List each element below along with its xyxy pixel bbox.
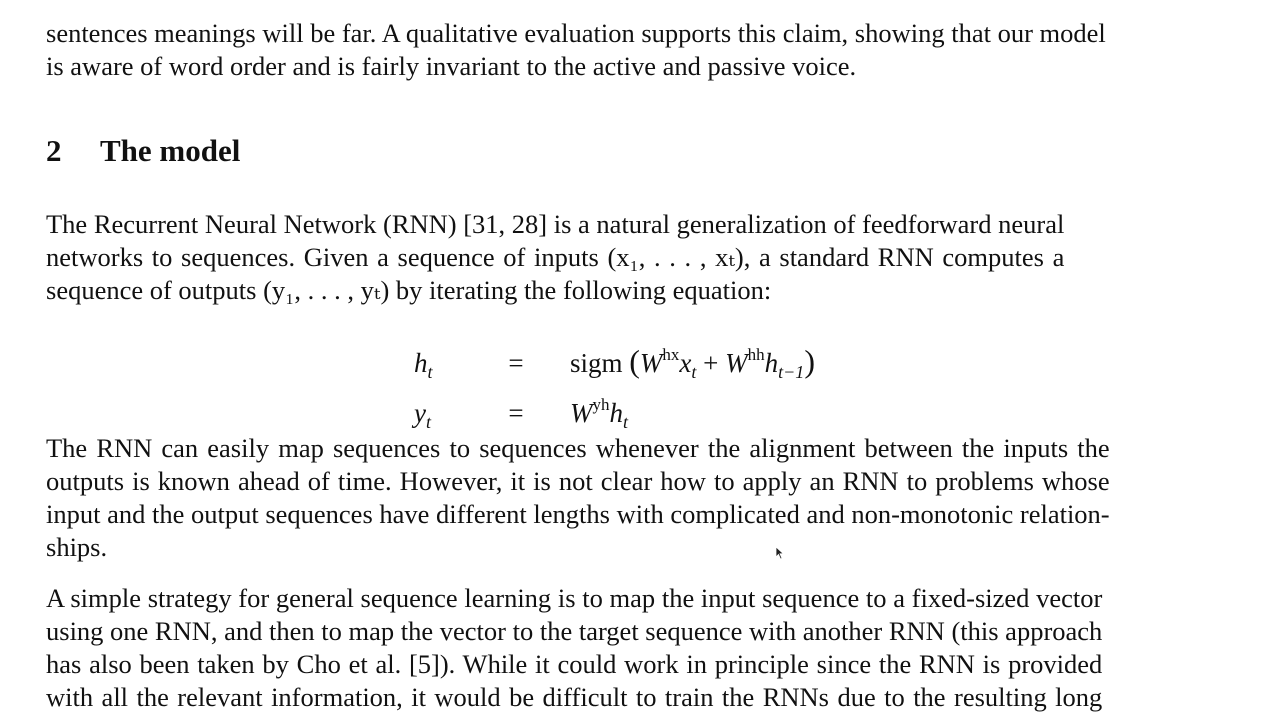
section-heading xyxy=(46,131,240,171)
intro-paragraph xyxy=(46,17,1106,83)
section-number: 2 xyxy=(46,133,62,168)
text-line: The RNN can easily map sequences to sequences whenever the alignment between the inputs the xyxy=(46,433,1110,463)
text-line: has also been taken by Cho et al. [5]). While it could work in principle since the RNN is provided xyxy=(46,649,1103,679)
text-line: is aware of word order and is fairly invariant to the active and passive voice. xyxy=(46,51,857,81)
mouse-cursor-icon xyxy=(775,546,785,560)
paragraph-rnn-intro xyxy=(46,208,1064,307)
text-line: sequence of outputs (y₁, . . . , yₜ) by iterating the following equation: xyxy=(46,275,772,305)
text-line: sentences meanings will be far. A qualitative evaluation supports this claim, showing that our model xyxy=(46,18,1106,48)
equation-rhs: $W^{yh}h_t$ xyxy=(570,395,629,432)
equation-lhs: $h_t$ xyxy=(414,348,433,382)
equation-block xyxy=(414,330,815,430)
text-line: with all the relevant information, it would be difficult to train the RNNs due to the resulting long xyxy=(46,682,1103,712)
text-line: outputs is known ahead of time. However, it is not clear how to apply an RNN to problems whose xyxy=(46,466,1110,496)
paragraph-simple-strategy xyxy=(46,582,1102,714)
text-line: using one RNN, and then to map the vector to the target sequence with another RNN (this approach xyxy=(46,616,1103,646)
equals-sign: = xyxy=(508,348,524,378)
equation-rhs: sigm $(W^{hx}x_t + W^{hh}h_{t-1})$ xyxy=(570,343,815,382)
equation-hidden-state xyxy=(414,330,815,380)
text-line: ships. xyxy=(46,532,108,562)
text-line: The Recurrent Neural Network (RNN) [31, 28] is a natural generalization of feedforward neural xyxy=(46,209,1065,239)
equation-lhs: $y_t$ xyxy=(414,398,431,432)
paragraph-rnn-limitations xyxy=(46,432,1110,564)
equals-sign: = xyxy=(508,398,524,428)
text-line: networks to sequences. Given a sequence of inputs (x₁, . . . , xₜ), a standard RNN computes a xyxy=(46,242,1065,272)
section-title: The model xyxy=(100,133,241,168)
text-line: input and the output sequences have different lengths with complicated and non-monotonic relation- xyxy=(46,499,1110,529)
text-line: A simple strategy for general sequence learning is to map the input sequence to a fixed-sized vector xyxy=(46,583,1103,613)
